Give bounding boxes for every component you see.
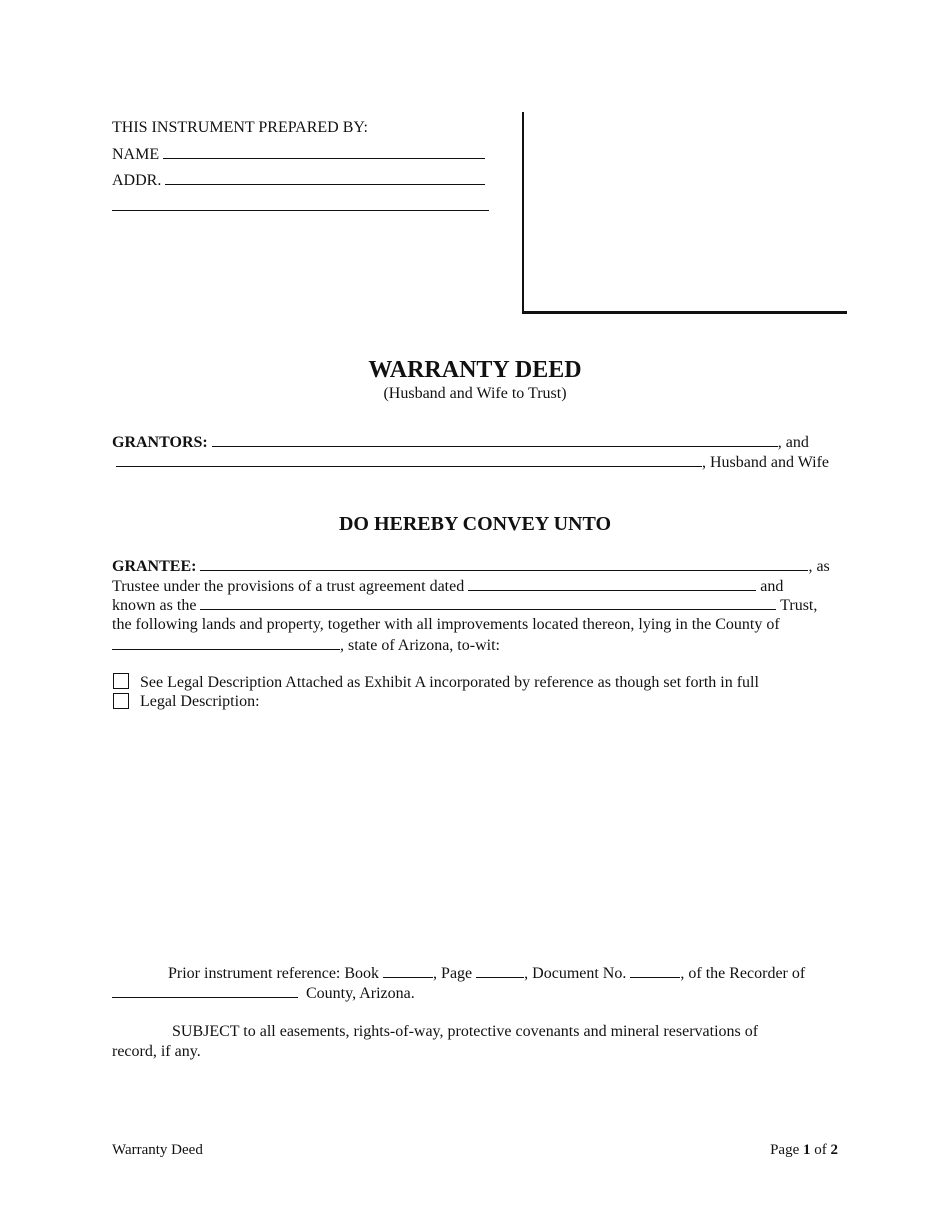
grantee-row-5: [112, 635, 500, 656]
trust-date-field[interactable]: [468, 576, 756, 591]
known-as-text: known as the: [112, 597, 197, 614]
document-no-field[interactable]: [630, 963, 680, 978]
exhibit-a-checkbox[interactable]: [113, 673, 129, 689]
grantee-row-3: [112, 595, 817, 616]
county-arizona-text: County, Arizona.: [306, 985, 415, 1002]
grantee-row-1: [112, 556, 830, 577]
preparer-addr-field-2[interactable]: [112, 196, 489, 211]
page-label: , Page: [433, 965, 473, 982]
footer-of-word: of: [814, 1142, 827, 1158]
recording-box-bottom-border: [522, 311, 847, 314]
grantors-row-2: [116, 452, 829, 473]
grantee-label: GRANTEE:: [112, 558, 197, 575]
footer-document-name: Warranty Deed: [112, 1142, 203, 1158]
recorder-label: , of the Recorder of: [680, 965, 806, 982]
preparer-heading: THIS INSTRUMENT PREPARED BY:: [112, 119, 368, 136]
exhibit-a-label: See Legal Description Attached as Exhibit A incorporated by reference as though set forth in full: [140, 674, 759, 691]
preparer-name-row: [112, 144, 485, 165]
footer-page-number: [770, 1140, 838, 1160]
recording-box-left-border: [522, 112, 524, 314]
footer-page-current: 1: [803, 1142, 811, 1158]
preparer-addr-field[interactable]: [165, 170, 485, 185]
preparer-addr-label: ADDR.: [112, 172, 162, 189]
subject-clause-line-2: record, if any.: [112, 1043, 201, 1060]
trust-suffix-text: Trust,: [780, 597, 818, 614]
preparer-name-field[interactable]: [163, 144, 485, 159]
grantors-husband-wife-text: , Husband and Wife: [702, 454, 830, 471]
footer-page-total: 2: [830, 1142, 838, 1158]
preparer-addr-row-2: [112, 196, 489, 217]
grantor-2-field[interactable]: [116, 452, 702, 467]
grantors-label: GRANTORS:: [112, 434, 208, 451]
prior-reference-row-2: [112, 983, 415, 1004]
legal-description-checkbox[interactable]: [113, 693, 129, 709]
property-description-text: the following lands and property, together with all improvements located thereon, lying in the County of: [112, 616, 780, 633]
grantee-and-text: and: [760, 578, 784, 595]
convey-heading: DO HEREBY CONVEY UNTO: [338, 513, 612, 535]
preparer-addr-row: [112, 170, 485, 191]
legal-description-area[interactable]: [112, 718, 838, 948]
legal-description-label: Legal Description:: [140, 693, 260, 710]
state-arizona-text: , state of Arizona, to-wit:: [340, 637, 500, 654]
prior-reference-row-1: [168, 963, 805, 984]
grantee-row-2: [112, 576, 783, 597]
document-subtitle: (Husband and Wife to Trust): [383, 385, 567, 402]
grantee-name-field[interactable]: [200, 556, 808, 571]
grantors-and-text: , and: [777, 434, 809, 451]
page-field[interactable]: [476, 963, 524, 978]
book-field[interactable]: [383, 963, 433, 978]
footer-page-word: Page: [770, 1142, 800, 1158]
document-title: WARRANTY DEED: [368, 357, 582, 383]
grantors-row-1: [112, 432, 809, 453]
preparer-name-label: NAME: [112, 146, 160, 163]
grantee-as-text: , as: [808, 558, 830, 575]
grantor-1-field[interactable]: [212, 432, 778, 447]
county-field[interactable]: [112, 635, 340, 650]
prior-reference-text: Prior instrument reference: Book: [168, 965, 380, 982]
document-no-label: , Document No.: [524, 965, 627, 982]
trust-name-field[interactable]: [200, 595, 776, 610]
recorder-county-field[interactable]: [112, 983, 298, 998]
trust-agreement-text: Trustee under the provisions of a trust agreement dated: [112, 578, 465, 595]
subject-clause-line-1: SUBJECT to all easements, rights-of-way, protective covenants and mineral reservations of: [172, 1023, 759, 1040]
